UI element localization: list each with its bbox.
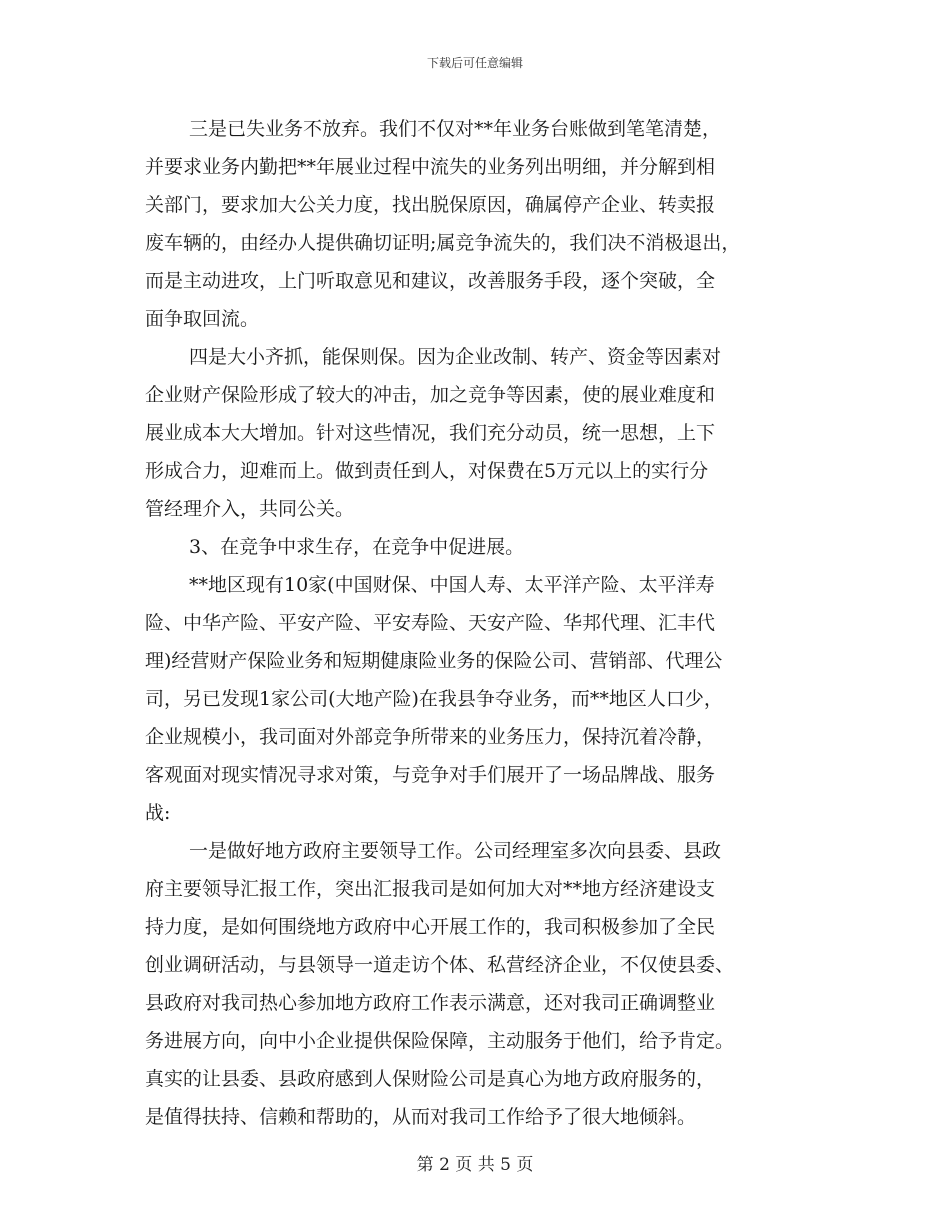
paragraph-line: 客观面对现实情况寻求对策，与竞争对手们展开了一场品牌战、服务 <box>145 764 716 786</box>
paragraph-line: 企业规模小，我司面对外部竞争所带来的业务压力，保持沉着冷静， <box>145 726 716 748</box>
page-number: 第 2 页 共 5 页 <box>416 1155 534 1175</box>
paragraph-line: **地区现有10家(中国财保、中国人寿、太平洋产险、太平洋寿 <box>189 574 715 596</box>
paragraph-line: 管经理介入，共同公关。 <box>145 498 355 520</box>
paragraph-line: 创业调研活动，与县领导一道走访个体、私营经济企业，不仅使县委、 <box>145 954 735 976</box>
paragraph-line: 务进展方向，向中小企业提供保险保障，主动服务于他们，给予肯定。 <box>145 1030 735 1052</box>
document-body <box>145 110 825 1136</box>
paragraph-line: 司，另已发现1家公司(大地产险)在我县争夺业务，而**地区人口少， <box>145 688 723 710</box>
paragraph-line: 真实的让县委、县政府感到人保财险公司是真心为地方政府服务的， <box>145 1068 716 1090</box>
paragraph-line: 县政府对我司热心参加地方政府工作表示满意，还对我司正确调整业 <box>145 992 716 1014</box>
paragraph-line: 持力度，是如何围绕地方政府中心开展工作的，我司积极参加了全民 <box>145 916 716 938</box>
paragraph-line: 展业成本大大增加。针对这些情况，我们充分动员，统一思想，上下 <box>145 422 716 444</box>
paragraph-line: 并要求业务内勤把**年展业过程中流失的业务列出明细，并分解到相 <box>145 156 716 178</box>
paragraph-line: 府主要领导汇报工作，突出汇报我司是如何加大对**地方经济建设支 <box>145 878 716 900</box>
section-heading: 3、在竞争中求生存，在竞争中促进展。 <box>189 536 525 558</box>
page-header: 下载后可任意编辑 <box>426 56 523 70</box>
paragraph-line: 废车辆的，由经办人提供确切证明;属竞争流失的，我们决不消极退出， <box>145 232 741 254</box>
paragraph-line: 一是做好地方政府主要领导工作。公司经理室多次向县委、县政 <box>189 840 722 862</box>
paragraph-line: 而是主动进攻，上门听取意见和建议，改善服务手段，逐个突破，全 <box>145 270 716 292</box>
paragraph-line: 三是已失业务不放弃。我们不仅对**年业务台账做到笔笔清楚， <box>189 118 722 140</box>
paragraph-line: 面争取回流。 <box>145 308 260 330</box>
paragraph-line: 关部门，要求加大公关力度，找出脱保原因，确属停产企业、转卖报 <box>145 194 716 216</box>
paragraph-line: 四是大小齐抓，能保则保。因为企业改制、转产、资金等因素对 <box>189 346 722 368</box>
paragraph-line: 是值得扶持、信赖和帮助的，从而对我司工作给予了很大地倾斜。 <box>145 1106 697 1128</box>
paragraph-line: 战: <box>145 802 171 824</box>
paragraph-line: 理)经营财产保险业务和短期健康险业务的保险公司、营销部、代理公 <box>145 650 723 672</box>
paragraph-line: 险、中华产险、平安产险、平安寿险、天安产险、华邦代理、汇丰代 <box>145 612 716 634</box>
paragraph-line: 形成合力，迎难而上。做到责任到人，对保费在5万元以上的实行分 <box>145 460 709 482</box>
paragraph-line: 企业财产保险形成了较大的冲击，加之竞争等因素，使的展业难度和 <box>145 384 716 406</box>
